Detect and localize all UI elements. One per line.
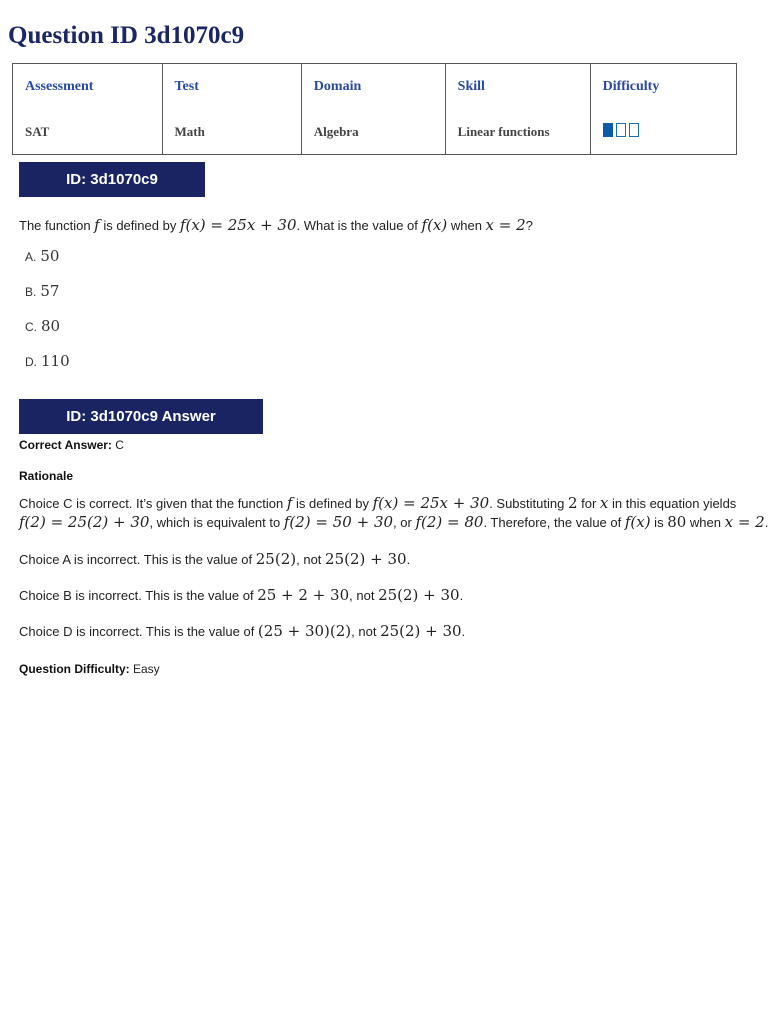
rationale-text: in this equation yields [608, 496, 737, 511]
rationale-text: Choice C is correct. It’s given that the function [19, 496, 287, 511]
rationale-line-2 [19, 513, 768, 531]
page-title: Question ID 3d1070c9 [8, 22, 245, 49]
rationale-text: , or [393, 515, 416, 530]
rationale-text: for [577, 496, 600, 511]
math-expression: f [286, 494, 293, 512]
math-expression: f(x) [421, 216, 448, 234]
difficulty-indicator [603, 123, 639, 137]
math-expression: x = 2 [724, 513, 765, 531]
math-expression: f(2) = 80 [415, 513, 484, 531]
question-text-part: when [447, 218, 486, 233]
rationale-text: is [650, 515, 668, 530]
question-text-part: . What is the value of [296, 218, 422, 233]
math-expression: f(x) = 25x + 30 [179, 216, 297, 234]
math-expression: f(x) = 25x + 30 [372, 494, 490, 512]
math-expression: f [94, 216, 100, 234]
correct-answer-label: Correct Answer: [19, 438, 112, 452]
explanation-text: , not [351, 624, 381, 639]
rationale-line-1 [19, 494, 736, 512]
explanation-choice-a [19, 550, 410, 568]
meta-header-domain: Domain [301, 64, 445, 111]
meta-header-row [13, 64, 737, 111]
correct-answer-value: C [111, 438, 124, 452]
math-expression: 80 [667, 513, 687, 531]
meta-value-difficulty [590, 110, 736, 155]
question-difficulty-value: Easy [129, 662, 160, 676]
math-expression: f(2) = 25(2) + 30 [19, 513, 150, 531]
meta-value-test: Math [162, 110, 301, 155]
choice-value: 50 [40, 247, 60, 265]
difficulty-box-filled [603, 123, 613, 137]
rationale-text: . Therefore, the value of [483, 515, 625, 530]
explanation-choice-b [19, 586, 463, 604]
explanation-text: Choice D is incorrect. This is the value of [19, 624, 258, 639]
choice-c [25, 317, 60, 335]
meta-header-skill: Skill [445, 64, 590, 111]
math-expression: f(2) = 50 + 30 [283, 513, 394, 531]
meta-header-assessment: Assessment [13, 64, 163, 111]
explanation-text: Choice A is incorrect. This is the value of [19, 552, 256, 567]
question-text-part: The function [19, 218, 95, 233]
difficulty-box-empty [629, 123, 639, 137]
math-expression: 25(2) + 30 [378, 586, 460, 604]
choice-value: 110 [41, 352, 70, 370]
meta-value-skill: Linear functions [445, 110, 590, 155]
rationale-text: when [686, 515, 725, 530]
question-text [19, 216, 533, 234]
math-expression: 25(2) [255, 550, 297, 568]
explanation-text: . [461, 624, 466, 639]
choice-letter: C. [25, 320, 37, 334]
explanation-text: , not [296, 552, 326, 567]
choice-letter: B. [25, 285, 37, 299]
difficulty-box-empty [616, 123, 626, 137]
math-expression: f(x) [624, 513, 651, 531]
rationale-text: , which is equivalent to [149, 515, 284, 530]
math-expression: x = 2 [485, 216, 526, 234]
choice-letter: A. [25, 250, 37, 264]
rationale-text: is defined by [292, 496, 373, 511]
question-text-part: ? [525, 218, 533, 233]
choice-d [25, 352, 70, 370]
choice-b [25, 282, 59, 300]
rationale-heading-text: Rationale [19, 469, 74, 483]
explanation-text: . [406, 552, 411, 567]
rationale-text: . Substituting [489, 496, 568, 511]
choice-a [25, 247, 59, 265]
explanation-choice-d [19, 622, 465, 640]
question-meta-table [12, 63, 737, 155]
explanation-text: Choice B is incorrect. This is the value of [19, 588, 258, 603]
math-expression: 2 [567, 494, 578, 512]
choice-letter: D. [25, 355, 37, 369]
explanation-text: , not [349, 588, 379, 603]
math-expression: 25(2) + 30 [380, 622, 462, 640]
math-expression: x [599, 494, 609, 512]
rationale-text: . [764, 515, 768, 530]
question-difficulty-label: Question Difficulty: [19, 662, 130, 676]
math-expression: 25 + 2 + 30 [257, 586, 350, 604]
answer-id-banner: ID: 3d1070c9 Answer [19, 399, 263, 434]
meta-value-row [13, 110, 737, 155]
correct-answer [19, 438, 124, 452]
meta-value-domain: Algebra [301, 110, 445, 155]
question-difficulty [19, 662, 160, 676]
math-expression: 25(2) + 30 [325, 550, 407, 568]
meta-header-difficulty: Difficulty [590, 64, 736, 111]
question-id-banner: ID: 3d1070c9 [19, 162, 205, 197]
explanation-text: . [459, 588, 464, 603]
meta-header-test: Test [162, 64, 301, 111]
meta-value-assessment: SAT [13, 110, 163, 155]
choice-value: 80 [41, 317, 61, 335]
question-text-part: is defined by [99, 218, 180, 233]
math-expression: (25 + 30)(2) [257, 622, 352, 640]
choice-value: 57 [40, 282, 60, 300]
rationale-heading [19, 469, 73, 483]
